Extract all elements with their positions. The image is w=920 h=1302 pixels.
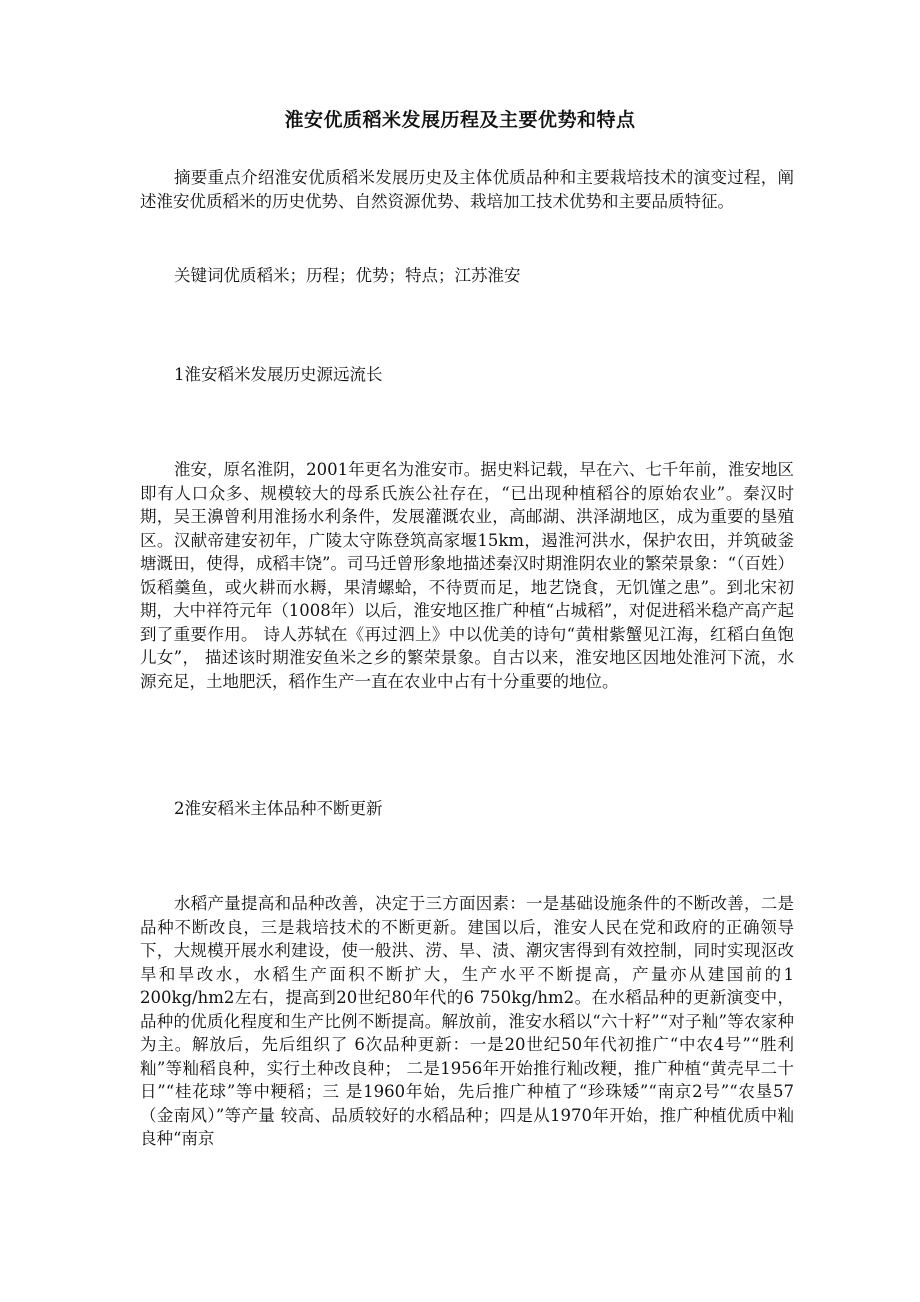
section-1-heading: 1淮安稻米发展历史源远流长 <box>174 365 383 384</box>
section-1-body: 淮安，原名淮阴，2001年更名为淮安市。据史料记载，早在六、七千年前，淮安地区即有人口众多、规模较大的母系氏族公社存在，“已出现种植稻谷的原始农业”。秦汉时期，吴王濞曾利用淮扬水利条件，发展灌溉农业，高邮湖、洪泽湖地区，成为重要的垦殖区。汉献帝建安初年，广陵太守陈登筑高家堰15km，遏淮河洪水，保护农田，并筑破釜塘溉田，使得，成稻丰饶”。司马迁曾形象地描述秦汉时期淮阴农业的繁荣景象：“（百姓）饭稻羹鱼，或火耕而水耨，果清螺蛤，不待贾而足，地艺饶食，无饥馑之患”。到北宋初期，大中祥符元年（1008年）以后，淮安地区推广种植“占城稻”，对促进稻米稳产高产起到了重要作用。 诗人苏轼在《再过泗上》中以优美的诗句“黄柑紫蟹见江海，红稻白鱼饱儿女”， 描述该时期淮安鱼米之乡的繁荣景象。自古以来，淮安地区因地处淮河下流，水 源充足，土地肥沃，稻作生产一直在农业中占有十分重要的地位。 <box>140 460 794 691</box>
abstract-paragraph: 摘要重点介绍淮安优质稻米发展历史及主体优质品种和主要栽培技术的演变过程，阐述淮安优质稻米的历史优势、自然资源优势、栽培加工技术优势和主要品质特征。 <box>140 168 794 211</box>
section-2-heading: 2淮安稻米主体品种不断更新 <box>174 799 383 818</box>
document-title: 淮安优质稻米发展历程及主要优势和特点 <box>284 109 636 131</box>
keywords-paragraph: 关键词优质稻米；历程；优势；特点；江苏淮安 <box>174 266 521 285</box>
section-2-body: 水稻产量提高和品种改善，决定于三方面因素：一是基础设施条件的不断改善，二是品种不断改良，三是栽培技术的不断更新。建国以后，淮安人民在党和政府的正确领导下，大规模开展水利建设，使一般洪、涝、旱、渍、潮灾害得到有效控制，同时实现沤改旱和旱改水，水稻生产面积不断扩大，生产水平不断提高，产量亦从建国前的1 200kg/hm2左右，提高到20世纪80年代的6 750kg/hm2。在水稻品种的更新演变中，品种的优质化程度和生产比例不断提高。解放前，淮安水稻以“六十籽”“对子籼”等农家种为主。解放后，先后组织了 6次品种更新：一是20世纪50年代初推广“中农4号”“胜利籼”等籼稻良种，实行土种改良种； 二是1956年开始推行籼改粳，推广种植“黄壳早二十日”“桂花球”等中粳稻；三 是1960年始，先后推广种植了“珍珠矮”“南京2号”“农垦57 （金南风）”等产量 较高、品质较好的水稻品种；四是从1970年开始，推广种植优质中籼良种“南京 <box>140 894 794 1148</box>
